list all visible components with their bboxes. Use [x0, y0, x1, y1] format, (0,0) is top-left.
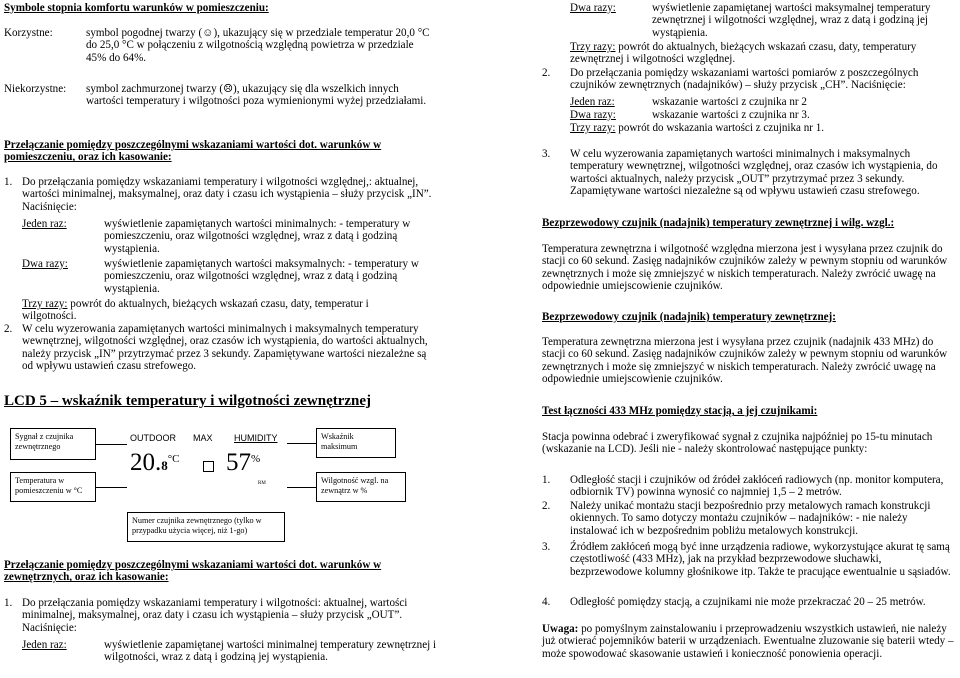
lcd-humidity-label: HUMIDITY [234, 433, 278, 443]
indoor-three-row [22, 298, 412, 323]
ch-three-row [570, 122, 824, 134]
indoor-temp-callout: Temperatura w pomieszczeniu w °C [10, 472, 96, 502]
ch-twice-text: wskazanie wartości z czujnika nr 3. [652, 109, 810, 121]
indoor-once-label: Jeden raz: [22, 218, 67, 230]
indoor-switch-title: Przełączanie pomiędzy poszczególnymi wskazaniami wartości dot. warunków w pomieszczeniu, oraz ich kasowanie: [4, 139, 382, 164]
ch-three-label: Trzy razy: [570, 122, 616, 134]
comfort-symbols-title: Symbole stopnia komfortu warunków w pomieszczeniu: [4, 2, 269, 14]
lcd-hum-main: 57 [226, 449, 251, 476]
test-item-3-text: Źródłem zakłóceń mogą być inne urządzenia radiowe, wykorzystujące akurat tę samą częstotliwość (433 MHz), jak na przykład bezprzewodowe słuchawki, bezprzewodowe kolumny głośnikowe itp. Także te pracujące ewentualnie u sąsiadów. [570, 541, 951, 578]
test-item-4-number: 4. [542, 596, 551, 608]
test-item-2-number: 2. [542, 500, 551, 512]
item-3-number: 3. [542, 148, 551, 160]
test-item-3-number: 3. [542, 541, 551, 553]
wireless-sensor-temp-title: Bezprzewodowy czujnik (nadajnik) temperatury zewnętrznej: [542, 311, 836, 323]
outdoor-once-label: Jeden raz: [22, 639, 67, 651]
ch-once-text: wskazanie wartości z czujnika nr 2 [652, 96, 807, 108]
ch-three-text: powrót do wskazania wartości z czujnika nr 1. [618, 122, 825, 134]
indoor-item-2-number: 2. [4, 323, 13, 335]
out-three-text: powrót do aktualnych, bieżących wskazań czasu, daty, temperatury zewnętrznej i wilgotności względnej. [570, 41, 917, 66]
wireless-sensor-temp-hum-text: Temperatura zewnętrzna i wilgotność względna mierzona jest i wysyłana przez czujnik do stacji co 60 sekund. Zasięg nadajników czujników zależy w pewnym stopniu od warunków zewnętrznych i może się zmniejszyć w niskich temperaturach. Należy zwrócić uwagę na odpowiednie umiejscowienie czujników. [542, 243, 948, 293]
note-label: Uwaga: [542, 623, 579, 635]
out-twice-label: Dwa razy: [570, 2, 616, 14]
outdoor-item-1-text: Do przełączania pomiędzy wskazaniami temperatury i wilgotności: aktualnej, wartości minimalnej, maksymalnej, oraz daty i czasu ich wystąpienia – służy przycisk „OUT”. Naciśnięcie: [22, 597, 408, 634]
item-2-number: 2. [542, 67, 551, 79]
max-indicator-callout: Wskaźnik maksimum [316, 428, 396, 458]
connector-signal [96, 444, 127, 445]
test-item-1-number: 1. [542, 474, 551, 486]
indoor-three-label: Trzy razy: [22, 298, 68, 310]
item-2-text: Do przełączania pomiędzy wskazaniami wartości pomiarów z poszczególnych czujników zewnętrznych (nadajników) – służy przycisk „CH”. Naciśnięcie: [570, 67, 919, 92]
indoor-item-2-text: W celu wyzerowania zapamiętanych wartości minimalnych i maksymalnych temperatury wewnętrznej, wilgotności względnej, oraz czasów ich wystąpienia, do wartości aktualnych, należy przycisk „IN” przytrzymać przez 3 sekundy. Zapamiętywane wartości niezależne są od wpływu ustawień czasu strefowego. [22, 323, 428, 373]
lcd-hum-sub: RM [258, 481, 266, 486]
out-three-label: Trzy razy: [570, 41, 616, 53]
max-indicator-square [203, 461, 214, 472]
comfortable-text: symbol pogodnej twarzy (☺), ukazujący się w przedziale temperatur 20,0 °C do 25,0 °C w połączeniu z wilgotnością względną powietrza w przedziale 45% do 64%. [86, 27, 430, 64]
connector-max [287, 443, 316, 444]
lcd-max-label: MAX [193, 433, 213, 443]
uncomfortable-text: symbol zachmurzonej twarzy (☹), ukazujący się dla wszelkich innych wartości temperatury i wilgotności poza wymienionymi wyżej przedziałami. [86, 83, 427, 108]
lcd-temp-unit: °C [167, 453, 180, 465]
lcd-hum-unit: % [251, 453, 261, 465]
ch-once-label: Jeden raz: [570, 96, 615, 108]
out-twice-text: wyświetlenie zapamiętanej wartości maksymalnej temperatury zewnętrznej i wilgotności względnej, wraz z datą i godziną jej wystąpienia. [652, 2, 931, 39]
indoor-once-text: wyświetlenie zapamiętanych wartości minimalnych: - temperatury w pomieszczeniu, oraz wilgotności względnej, wraz z datą i godziną wystąpienia. [104, 218, 411, 255]
lcd5-title: LCD 5 – wskaźnik temperatury i wilgotności zewnętrznej [4, 393, 372, 409]
outdoor-once-text: wyświetlenie zapamiętanej wartości minimalnej temperatury zewnętrznej i wilgotności, wraz z datą i godziną jej wystąpienia. [104, 639, 437, 664]
test-item-4-text: Odległość pomiędzy stacją, a czujnikami nie może przekraczać 20 – 25 metrów. [570, 596, 926, 608]
wireless-sensor-temp-text: Temperatura zewnętrzna mierzona jest i wysyłana przez czujnik (nadajnik 433 MHz) do stacji co 60 sekund. Zasięg nadajników czujników zależy w pewnym stopniu od warunków zewnętrznych i może się zmniejszyć w niskich temperaturach. Należy zwrócić uwagę na odpowiednie umiejscowienie czujników. [542, 336, 948, 386]
connector-humidity [287, 487, 316, 488]
battery-warning-note [542, 623, 954, 660]
outdoor-item-1-number: 1. [4, 597, 13, 609]
connection-test-title: Test łączności 433 MHz pomiędzy stacją, a jej czujnikami: [542, 405, 818, 417]
sensor-number-callout: Numer czujnika zewnętrznego (tylko w przypadku użycia więcej, niż 1-go) [127, 512, 285, 542]
lcd-outdoor-label: OUTDOOR [130, 433, 176, 443]
note-text: po pomyślnym zainstalowaniu i przeprowadzeniu wszystkich ustawień, nie należy już otwierać pojemników baterii w urządzeniach. Ewentualne zluzowanie się baterii wtedy – może spowodować skasowanie ustawień i konieczność ponowienia operacji. [542, 623, 954, 660]
test-item-2-text: Należy unikać montażu stacji bezpośrednio przy metalowych ramach konstrukcji okiennych. To samo dotyczy montażu czujników – nadajników: - nie należy instalować ich w bezpośrednim pobliżu metalowych konstrukcji. [570, 500, 931, 537]
connector-temp [96, 487, 127, 488]
lcd-temp-decimal: 8 [161, 458, 168, 473]
indoor-twice-text: wyświetlenie zapamiętanych wartości maksymalnych: - temperatury w pomieszczeniu, oraz wilgotności względnej, wraz z datą i godziną wystąpienia. [104, 258, 419, 295]
indoor-twice-label: Dwa razy: [22, 258, 68, 270]
lcd-humidity-reading [226, 448, 260, 478]
out-three-row [570, 41, 955, 66]
outdoor-humidity-callout: Wilgotność wzgl. na zewnątrz w % [316, 472, 406, 502]
ch-twice-label: Dwa razy: [570, 109, 616, 121]
comfortable-label: Korzystne: [4, 27, 53, 39]
indoor-three-text: powrót do aktualnych, bieżących wskazań czasu, daty, temperatur i wilgotności. [22, 298, 369, 323]
signal-callout: Sygnał z czujnika zewnętrznego [10, 428, 96, 460]
connection-test-text: Stacja powinna odebrać i zweryfikować sygnał z czujnika najpóźniej po 15-tu minutach (wskazanie na LCD). Jeśli nie - należy skontrolować następujące punkty: [542, 431, 933, 456]
test-item-1-text: Odległość stacji i czujników od źródeł zakłóceń radiowych (np. monitor komputera, odbiornik TV) powinna wynosić co najmniej 1,5 – 2 metrów. [570, 474, 944, 499]
indoor-item-1-text: Do przełączania pomiędzy wskazaniami temperatury i wilgotności względnej,: aktualnej, wartości minimalnej, maksymalnej, oraz daty i czasu ich wystąpienia – służy przycisk „IN”. Naciśnięcie: [22, 176, 432, 213]
lcd-temp-main: 20. [130, 449, 162, 476]
outdoor-switch-title: Przełączanie pomiędzy poszczególnymi wskazaniami wartości dot. warunków w zewnętrznych, oraz ich kasowanie: [4, 559, 382, 584]
wireless-sensor-temp-hum-title: Bezprzewodowy czujnik (nadajnik) temperatury zewnętrznej i wilg. wzgl.: [542, 217, 895, 229]
lcd-temperature-reading [130, 448, 180, 481]
item-3-text: W celu wyzerowania zapamiętanych wartości minimalnych i maksymalnych temperatury wewnętrznej, wilgotności względnej, oraz czasów ich wystąpienia, do wartości aktualnych, należy przycisk „OUT” przytrzymać przez 3 sekundy. Zapamiętywane wartości niezależne są od wpływu ustawień czasu strefowego. [570, 148, 938, 198]
uncomfortable-label: Niekorzystne: [4, 83, 67, 95]
indoor-item-1-number: 1. [4, 176, 13, 188]
